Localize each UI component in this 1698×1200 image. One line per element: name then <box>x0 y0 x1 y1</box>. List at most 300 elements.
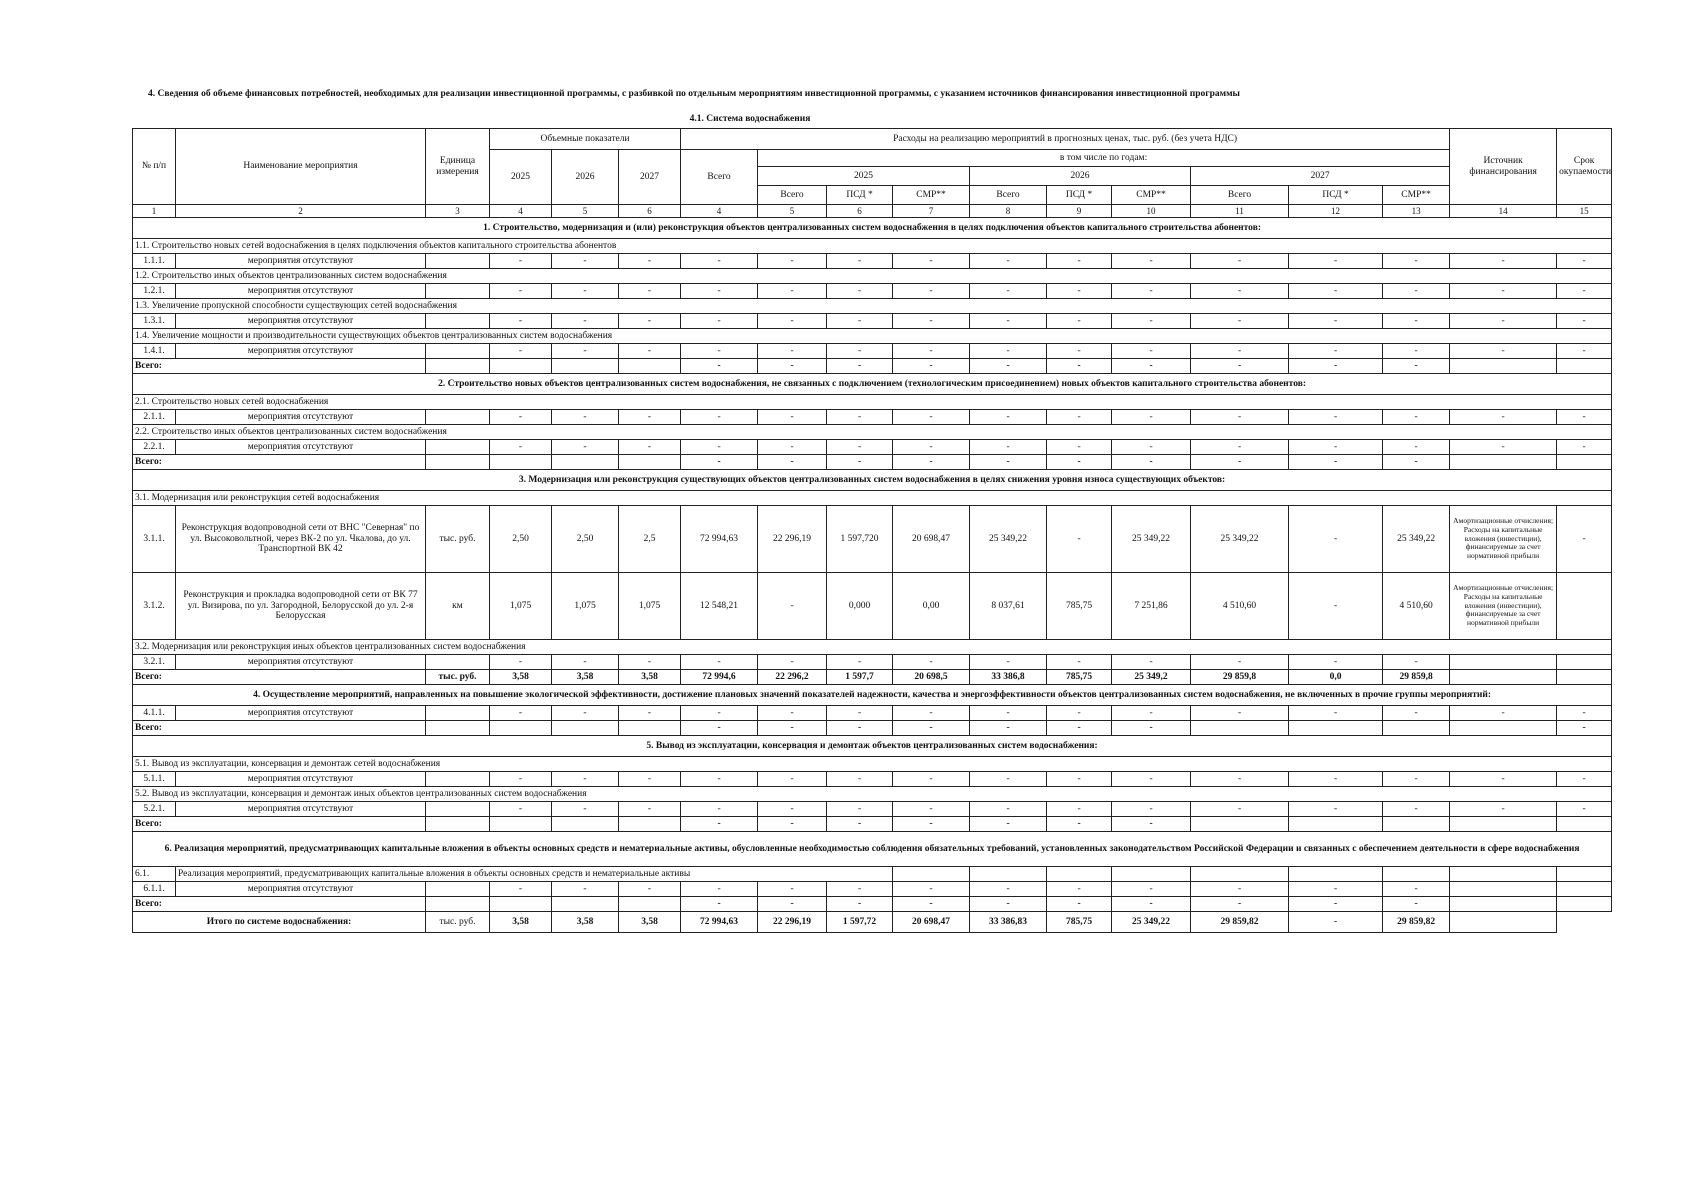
empty-value-dash: - <box>970 772 1047 787</box>
empty-value-dash: - <box>1112 897 1191 912</box>
empty-value-dash: - <box>1557 772 1612 787</box>
table-cell: 29 859,8 <box>1191 670 1289 685</box>
empty-value-dash: - <box>1112 410 1191 425</box>
table-cell: 33 386,83 <box>970 912 1047 933</box>
empty-value-dash: - <box>490 254 552 269</box>
table-cell: - <box>1289 506 1383 573</box>
header-psd-2027: ПСД * <box>1289 186 1383 205</box>
empty-value-dash: - <box>490 655 552 670</box>
empty-value-dash: - <box>619 882 681 897</box>
col-number: 9 <box>1047 205 1112 218</box>
empty-value-dash: - <box>1289 802 1383 817</box>
table-cell: мероприятия отсутствуют <box>176 410 426 425</box>
table-cell: 25 349,22 <box>1112 912 1191 933</box>
empty-value-dash: - <box>552 802 619 817</box>
col-number: 4 <box>681 205 758 218</box>
subsection-heading: 1.3. Увеличение пропускной способности существующих сетей водоснабжения <box>133 299 1612 314</box>
empty-value-dash: - <box>1289 410 1383 425</box>
header-smr-2027: СМР** <box>1383 186 1450 205</box>
empty-value-dash: - <box>970 359 1047 374</box>
table-cell: 5.2.1. <box>133 802 176 817</box>
empty-value-dash: - <box>827 344 893 359</box>
empty-value-dash: - <box>619 284 681 299</box>
empty-value-dash: - <box>893 655 970 670</box>
empty-value-dash: - <box>1047 772 1112 787</box>
empty-value-dash: - <box>758 314 827 329</box>
empty-value-dash: - <box>1450 706 1557 721</box>
table-cell: 25 349,22 <box>1383 506 1450 573</box>
subsection-heading: 1.1. Строительство новых сетей водоснабжения в целях подключения объектов капитального строительства абонентов <box>133 239 1612 254</box>
empty-value-dash: - <box>1191 359 1289 374</box>
table-cell: мероприятия отсутствуют <box>176 772 426 787</box>
empty-value-dash: - <box>1112 344 1191 359</box>
table-subtitle: 4.1. Система водоснабжения <box>689 114 811 124</box>
empty-value-dash: - <box>758 772 827 787</box>
header-unit: Единица измерения <box>426 129 490 205</box>
table-row <box>133 882 1612 897</box>
subsection-heading: 3.1. Модернизация или реконструкция сетей водоснабжения <box>133 491 1612 506</box>
empty-value-dash: - <box>893 410 970 425</box>
empty-value-dash: - <box>490 882 552 897</box>
table-cell: 29 859,82 <box>1383 912 1450 933</box>
empty-value-dash: - <box>1047 882 1112 897</box>
subsection-heading: 2.1. Строительство новых сетей водоснабжения <box>133 395 1612 410</box>
header-total-2027: Всего <box>1191 186 1289 205</box>
empty-value-dash: - <box>1112 284 1191 299</box>
empty-value-dash: - <box>893 314 970 329</box>
table-cell: 25 349,2 <box>1112 670 1191 685</box>
empty-value-dash: - <box>827 897 893 912</box>
empty-value-dash: - <box>552 410 619 425</box>
table-cell: 4 510,60 <box>1191 573 1289 640</box>
table-cell: тыс. руб. <box>426 506 490 573</box>
table-cell: Всего: <box>133 897 426 912</box>
empty-value-dash: - <box>619 254 681 269</box>
table-cell: 29 859,82 <box>1191 912 1289 933</box>
empty-value-dash: - <box>619 410 681 425</box>
empty-value-dash: - <box>1289 772 1383 787</box>
empty-value-dash: - <box>1112 802 1191 817</box>
table-row <box>133 440 1612 455</box>
empty-value-dash: - <box>552 440 619 455</box>
table-cell: 2,50 <box>552 506 619 573</box>
table-cell: мероприятия отсутствуют <box>176 882 426 897</box>
empty-value-dash: - <box>893 897 970 912</box>
col-number: 10 <box>1112 205 1191 218</box>
table-row <box>133 802 1612 817</box>
empty-value-dash: - <box>970 440 1047 455</box>
empty-value-dash: - <box>552 314 619 329</box>
empty-value-dash: - <box>893 254 970 269</box>
empty-value-dash: - <box>758 897 827 912</box>
empty-value-dash: - <box>1112 721 1191 736</box>
table-row <box>133 506 1612 573</box>
table-cell: 2.1.1. <box>133 410 176 425</box>
header-payback: Срок окупаемости <box>1557 129 1612 205</box>
col-number: 14 <box>1450 205 1557 218</box>
table-cell: 1,075 <box>619 573 681 640</box>
table-row <box>133 410 1612 425</box>
table-cell: Всего: <box>133 455 426 470</box>
table-cell: мероприятия отсутствуют <box>176 254 426 269</box>
subsection-heading: 5.1. Вывод из эксплуатации, консервация и демонтаж сетей водоснабжения <box>133 757 1612 772</box>
empty-value-dash: - <box>552 882 619 897</box>
section-heading: 4. Осуществление мероприятий, направленных на повышение экологической эффективности, достижение плановых значений показателей надежности, качества и энергоэффективности объектов централизованных систем водоснабжения, не включенных в прочие группы мероприятий: <box>133 685 1612 706</box>
table-cell: - <box>1047 506 1112 573</box>
table-cell: 29 859,8 <box>1383 670 1450 685</box>
empty-value-dash: - <box>681 802 758 817</box>
empty-value-dash: - <box>1557 802 1612 817</box>
table-row <box>133 706 1612 721</box>
table-cell: 1.4.1. <box>133 344 176 359</box>
table-cell: Всего: <box>133 670 426 685</box>
empty-value-dash: - <box>1191 314 1289 329</box>
empty-value-dash: - <box>1289 344 1383 359</box>
header-vol-2027: 2027 <box>619 150 681 205</box>
header-smr-2026: СМР** <box>1112 186 1191 205</box>
empty-value-dash: - <box>893 882 970 897</box>
empty-value-dash: - <box>681 314 758 329</box>
col-number: 5 <box>552 205 619 218</box>
empty-value-dash: - <box>1047 817 1112 832</box>
empty-value-dash: - <box>1047 440 1112 455</box>
empty-value-dash: - <box>970 817 1047 832</box>
table-cell: мероприятия отсутствуют <box>176 314 426 329</box>
empty-value-dash: - <box>681 897 758 912</box>
empty-value-dash: - <box>970 410 1047 425</box>
table-cell: 1 597,72 <box>827 912 893 933</box>
financing-table <box>132 128 1612 933</box>
empty-value-dash: - <box>970 254 1047 269</box>
empty-value-dash: - <box>1047 655 1112 670</box>
empty-value-dash: - <box>681 772 758 787</box>
empty-value-dash: - <box>1191 344 1289 359</box>
empty-value-dash: - <box>1191 706 1289 721</box>
empty-value-dash: - <box>619 655 681 670</box>
empty-value-dash: - <box>681 440 758 455</box>
table-cell: 20 698,47 <box>893 506 970 573</box>
table-row <box>133 344 1612 359</box>
table-cell: - <box>758 573 827 640</box>
table-cell: Итого по системе водоснабжения: <box>133 912 426 933</box>
empty-value-dash: - <box>758 655 827 670</box>
table-cell: Всего: <box>133 721 426 736</box>
empty-value-dash: - <box>827 655 893 670</box>
table-cell: мероприятия отсутствуют <box>176 802 426 817</box>
empty-value-dash: - <box>758 802 827 817</box>
empty-value-dash: - <box>552 344 619 359</box>
table-cell: мероприятия отсутствуют <box>176 344 426 359</box>
section-heading: 5. Вывод из эксплуатации, консервация и демонтаж объектов централизованных систем водоснабжения: <box>133 736 1612 757</box>
empty-value-dash: - <box>1289 440 1383 455</box>
empty-value-dash: - <box>1047 802 1112 817</box>
table-cell: 0,00 <box>893 573 970 640</box>
empty-value-dash: - <box>1450 314 1557 329</box>
empty-value-dash: - <box>619 344 681 359</box>
empty-value-dash: - <box>827 882 893 897</box>
empty-value-dash: - <box>490 284 552 299</box>
table-cell: мероприятия отсутствуют <box>176 655 426 670</box>
col-number: 4 <box>490 205 552 218</box>
subsection-heading: 2.2. Строительство иных объектов централизованных систем водоснабжения <box>133 425 1612 440</box>
empty-value-dash: - <box>490 344 552 359</box>
header-psd-2025: ПСД * <box>827 186 893 205</box>
subsection-heading: 3.2. Модернизация или реконструкция иных объектов централизованных систем водоснабжения <box>133 640 1612 655</box>
empty-value-dash: - <box>758 359 827 374</box>
col-number: 5 <box>758 205 827 218</box>
empty-value-dash: - <box>1191 897 1289 912</box>
empty-value-dash: - <box>758 455 827 470</box>
subsection-heading: 1.4. Увеличение мощности и производительности существующих объектов централизованных систем водоснабжения <box>133 329 1612 344</box>
table-cell: 4.1.1. <box>133 706 176 721</box>
col-number: 1 <box>133 205 176 218</box>
table-row <box>133 254 1612 269</box>
empty-value-dash: - <box>827 817 893 832</box>
col-number: 6 <box>619 205 681 218</box>
empty-value-dash: - <box>827 359 893 374</box>
table-cell: 3,58 <box>619 670 681 685</box>
section-total-row <box>133 455 1612 470</box>
empty-value-dash: - <box>1047 721 1112 736</box>
empty-value-dash: - <box>1191 254 1289 269</box>
empty-value-dash: - <box>1112 359 1191 374</box>
section-total-row <box>133 670 1612 685</box>
empty-value-dash: - <box>970 802 1047 817</box>
section-total-row <box>133 817 1612 832</box>
empty-value-dash: - <box>1383 314 1450 329</box>
header-exp-2026: 2026 <box>970 167 1191 186</box>
empty-value-dash: - <box>893 721 970 736</box>
empty-value-dash: - <box>893 440 970 455</box>
empty-value-dash: - <box>490 314 552 329</box>
empty-value-dash: - <box>827 772 893 787</box>
table-cell: мероприятия отсутствуют <box>176 706 426 721</box>
table-cell: 3,58 <box>490 670 552 685</box>
empty-value-dash: - <box>619 802 681 817</box>
table-cell: 3.1.1. <box>133 506 176 573</box>
empty-value-dash: - <box>1557 314 1612 329</box>
col-number: 2 <box>176 205 426 218</box>
empty-value-dash: - <box>1557 721 1612 736</box>
table-cell: 2,50 <box>490 506 552 573</box>
empty-value-dash: - <box>970 284 1047 299</box>
col-number: 15 <box>1557 205 1612 218</box>
empty-value-dash: - <box>681 817 758 832</box>
table-cell: 2,5 <box>619 506 681 573</box>
col-number: 6 <box>827 205 893 218</box>
empty-value-dash: - <box>970 655 1047 670</box>
empty-value-dash: - <box>1450 772 1557 787</box>
table-cell: 72 994,6 <box>681 670 758 685</box>
empty-value-dash: - <box>1289 359 1383 374</box>
header-volume-group: Объемные показатели <box>490 129 681 150</box>
table-cell: 20 698,47 <box>893 912 970 933</box>
empty-value-dash: - <box>893 455 970 470</box>
table-cell: Всего: <box>133 359 426 374</box>
empty-value-dash: - <box>893 772 970 787</box>
table-row <box>133 284 1612 299</box>
table-cell: 1,075 <box>552 573 619 640</box>
table-cell: мероприятия отсутствуют <box>176 440 426 455</box>
empty-value-dash: - <box>1112 882 1191 897</box>
empty-value-dash: - <box>681 455 758 470</box>
grand-total-row <box>133 912 1612 933</box>
empty-value-dash: - <box>619 440 681 455</box>
table-cell: 785,75 <box>1047 573 1112 640</box>
empty-value-dash: - <box>1289 314 1383 329</box>
empty-value-dash: - <box>619 772 681 787</box>
empty-value-dash: - <box>1557 344 1612 359</box>
section-heading: 1. Строительство, модернизация и (или) реконструкция объектов централизованных систем водоснабжения в целях подключения объектов капитального строительства абонентов: <box>133 218 1612 239</box>
empty-value-dash: - <box>1383 359 1450 374</box>
empty-value-dash: - <box>1383 882 1450 897</box>
empty-value-dash: - <box>1191 802 1289 817</box>
empty-value-dash: - <box>1557 440 1612 455</box>
empty-value-dash: - <box>1047 706 1112 721</box>
empty-value-dash: - <box>552 284 619 299</box>
empty-value-dash: - <box>681 882 758 897</box>
empty-value-dash: - <box>893 706 970 721</box>
table-cell: 0,000 <box>827 573 893 640</box>
empty-value-dash: - <box>681 721 758 736</box>
table-cell: 3,58 <box>619 912 681 933</box>
empty-value-dash: - <box>1289 897 1383 912</box>
empty-value-dash: - <box>490 802 552 817</box>
empty-value-dash: - <box>893 802 970 817</box>
empty-value-dash: - <box>1557 284 1612 299</box>
table-cell: 22 296,19 <box>758 912 827 933</box>
table-cell: 2.2.1. <box>133 440 176 455</box>
section-total-row <box>133 897 1612 912</box>
table-cell: 8 037,61 <box>970 573 1047 640</box>
section-heading: 3. Модернизация или реконструкция существующих объектов централизованных систем водоснабжения в целях снижения уровня износа существующих объектов: <box>133 470 1612 491</box>
empty-value-dash: - <box>1047 455 1112 470</box>
empty-value-dash: - <box>1289 455 1383 470</box>
empty-value-dash: - <box>1383 655 1450 670</box>
header-exp-2025: 2025 <box>758 167 970 186</box>
section-total-row <box>133 359 1612 374</box>
table-cell: 785,75 <box>1047 670 1112 685</box>
empty-value-dash: - <box>970 882 1047 897</box>
empty-value-dash: - <box>827 410 893 425</box>
col-number: 8 <box>970 205 1047 218</box>
table-cell: Амортизационные отчисления; Расходы на капитальные вложения (инвестиции), финансируемые за счет нормативной прибыли <box>1450 573 1557 640</box>
table-cell: 0,0 <box>1289 670 1383 685</box>
empty-value-dash: - <box>552 706 619 721</box>
empty-value-dash: - <box>827 254 893 269</box>
table-cell: Реконструкция и прокладка водопроводной сети от ВК 77 ул. Визирова, по ул. Загородной, Белорусской до ул. 2-я Белорусская <box>176 573 426 640</box>
table-cell: Амортизационные отчисления; Расходы на капитальные вложения (инвестиции), финансируемые за счет нормативной прибыли <box>1450 506 1557 573</box>
header-name: Наименование мероприятия <box>176 129 426 205</box>
table-cell: - <box>1289 912 1383 933</box>
table-cell: 1.1.1. <box>133 254 176 269</box>
empty-value-dash: - <box>1191 440 1289 455</box>
empty-value-dash: - <box>1112 817 1191 832</box>
table-cell: 1 597,720 <box>827 506 893 573</box>
table-cell: 3.2.1. <box>133 655 176 670</box>
table-cell: 3,58 <box>552 912 619 933</box>
empty-value-dash: - <box>970 455 1047 470</box>
table-cell: км <box>426 573 490 640</box>
table-cell: тыс. руб. <box>426 912 490 933</box>
header-source: Источник финансирования <box>1450 129 1557 205</box>
empty-value-dash: - <box>681 410 758 425</box>
table-row <box>133 573 1612 640</box>
table-cell: тыс. руб. <box>426 670 490 685</box>
empty-value-dash: - <box>1450 802 1557 817</box>
header-exp-2027: 2027 <box>1191 167 1450 186</box>
empty-value-dash: - <box>1383 897 1450 912</box>
empty-value-dash: - <box>1383 254 1450 269</box>
empty-value-dash: - <box>758 284 827 299</box>
empty-value-dash: - <box>619 706 681 721</box>
empty-value-dash: - <box>758 440 827 455</box>
empty-value-dash: - <box>552 655 619 670</box>
empty-value-dash: - <box>758 410 827 425</box>
empty-value-dash: - <box>893 817 970 832</box>
empty-value-dash: - <box>1450 440 1557 455</box>
empty-value-dash: - <box>1289 284 1383 299</box>
empty-value-dash: - <box>1383 802 1450 817</box>
table-cell: 25 349,22 <box>1112 506 1191 573</box>
table-cell: 3,58 <box>490 912 552 933</box>
empty-value-dash: - <box>1112 440 1191 455</box>
table-cell: - <box>1289 573 1383 640</box>
section-total-row <box>133 721 1612 736</box>
empty-value-dash: - <box>1383 706 1450 721</box>
empty-value-dash: - <box>1047 344 1112 359</box>
empty-value-dash: - <box>552 772 619 787</box>
table-cell: 1.2.1. <box>133 284 176 299</box>
table-cell: 72 994,63 <box>681 912 758 933</box>
empty-value-dash: - <box>1191 410 1289 425</box>
table-cell: 25 349,22 <box>970 506 1047 573</box>
empty-value-dash: - <box>490 410 552 425</box>
col-number: 7 <box>893 205 970 218</box>
empty-value-dash: - <box>681 284 758 299</box>
empty-value-dash: - <box>1557 410 1612 425</box>
empty-value-dash: - <box>490 772 552 787</box>
header-vol-2026: 2026 <box>552 150 619 205</box>
empty-value-dash: - <box>1112 314 1191 329</box>
table-row <box>133 314 1612 329</box>
empty-value-dash: - <box>1112 706 1191 721</box>
col-number: 11 <box>1191 205 1289 218</box>
empty-value-dash: - <box>1047 359 1112 374</box>
subsection-heading: 1.2. Строительство иных объектов централизованных систем водоснабжения <box>133 269 1612 284</box>
section-heading: 2. Строительство новых объектов централизованных систем водоснабжения, не связанных с подключением (технологическим присоединением) новых объектов капитального строительства абонентов: <box>133 374 1612 395</box>
empty-value-dash: - <box>827 455 893 470</box>
empty-value-dash: - <box>1191 655 1289 670</box>
table-cell: 5.1.1. <box>133 772 176 787</box>
empty-value-dash: - <box>1191 284 1289 299</box>
table-cell: 72 994,63 <box>681 506 758 573</box>
empty-value-dash: - <box>758 344 827 359</box>
header-expense-group: Расходы на реализацию мероприятий в прогнозных ценах, тыс. руб. (без учета НДС) <box>681 129 1450 150</box>
empty-value-dash: - <box>619 314 681 329</box>
empty-value-dash: - <box>1112 772 1191 787</box>
empty-value-dash: - <box>1383 284 1450 299</box>
empty-value-dash: - <box>1450 284 1557 299</box>
empty-value-dash: - <box>1047 897 1112 912</box>
table-cell: 1 597,7 <box>827 670 893 685</box>
empty-value-dash: - <box>1557 254 1612 269</box>
document-title: 4. Сведения об объеме финансовых потребностей, необходимых для реализации инвестиционной программы, с разбивкой по отдельным мероприятиям инвестиционной программы, с указанием источников финансирования инвестиционной программы <box>148 89 1240 99</box>
table-cell: 33 386,8 <box>970 670 1047 685</box>
empty-value-dash: - <box>552 254 619 269</box>
header-total-2026: Всего <box>970 186 1047 205</box>
empty-value-dash: - <box>1289 706 1383 721</box>
